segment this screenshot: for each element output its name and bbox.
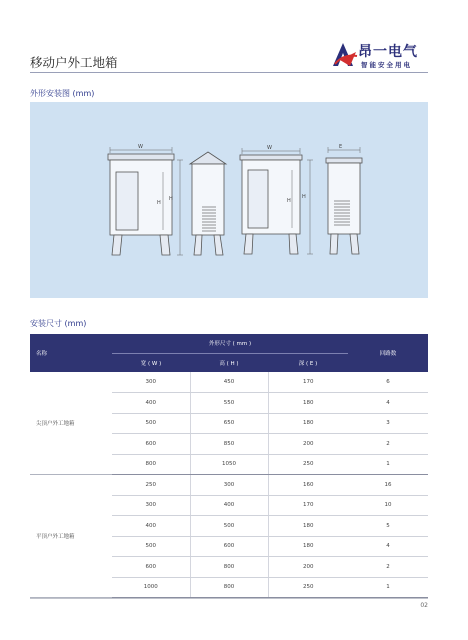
cell-circuits: 6 [348,372,428,393]
peaked-cabinet-side [190,152,226,255]
cell-depth: 180 [268,413,348,434]
cell-circuits: 4 [348,536,428,557]
flat-cabinet-front [240,155,302,254]
cell-height: 850 [190,434,268,455]
label-h1-inner: H [157,200,161,206]
cell-width: 500 [112,536,190,557]
group-name: 尖顶户外工地箱 [30,372,112,475]
cell-width: 800 [112,454,190,475]
cell-width: 300 [112,495,190,516]
page-title: 移动户外工地箱 [30,55,118,70]
label-e: E [339,144,343,150]
table-row [30,475,428,496]
header-divider [30,72,428,73]
section-title-dimensions: 安装尺寸 (mm) [30,319,87,328]
header-height: 高 ( H ) [190,353,268,372]
cell-height: 550 [190,393,268,414]
cell-height: 400 [190,495,268,516]
cell-depth: 250 [268,577,348,598]
header-width: 宽 ( W ) [112,353,190,372]
label-h2-outer: H [302,194,306,200]
header-name: 名称 [30,334,112,372]
flat-cabinet-side [326,158,362,254]
cell-height: 500 [190,516,268,537]
logo-name: 昂一电气 [358,44,418,60]
cabinet-outline-drawing [30,102,428,298]
cell-height: 800 [190,557,268,578]
header-outline-size: 外形尺寸 ( mm ) [112,334,348,353]
cell-depth: 180 [268,536,348,557]
cell-circuits: 5 [348,516,428,537]
footer-divider [30,598,428,599]
cell-depth: 180 [268,393,348,414]
header-depth: 深 ( E ) [268,353,348,372]
cell-width: 400 [112,393,190,414]
cell-depth: 250 [268,454,348,475]
logo-tagline: 智能安全用电 [361,61,412,69]
section-title-outline: 外形安装图 (mm) [30,89,95,98]
header-circuits: 回路数 [348,334,428,372]
cell-width: 250 [112,475,190,496]
cell-width: 600 [112,557,190,578]
peaked-cabinet-front [108,154,174,255]
cell-width: 600 [112,434,190,455]
cell-height: 800 [190,577,268,598]
cell-circuits: 4 [348,393,428,414]
cell-circuits: 1 [348,577,428,598]
cell-circuits: 3 [348,413,428,434]
cell-depth: 200 [268,557,348,578]
cell-circuits: 16 [348,475,428,496]
cell-width: 1000 [112,577,190,598]
cell-width: 500 [112,413,190,434]
outline-drawing-panel [30,102,428,298]
page-number: 02 [420,602,428,609]
cell-height: 650 [190,413,268,434]
cell-circuits: 2 [348,434,428,455]
company-logo [330,40,440,70]
cell-circuits: 2 [348,557,428,578]
cell-circuits: 10 [348,495,428,516]
cell-height: 450 [190,372,268,393]
group-name: 平顶户外工地箱 [30,475,112,598]
label-h1-outer: H [169,196,173,202]
cell-depth: 170 [268,495,348,516]
cell-circuits: 1 [348,454,428,475]
cell-height: 600 [190,536,268,557]
label-w1: W [138,144,143,150]
cell-height: 300 [190,475,268,496]
cell-depth: 160 [268,475,348,496]
cell-height: 1050 [190,454,268,475]
label-h2-inner: H [287,198,291,204]
cell-depth: 200 [268,434,348,455]
label-w2: W [267,145,272,151]
cell-width: 300 [112,372,190,393]
cell-depth: 170 [268,372,348,393]
cell-width: 400 [112,516,190,537]
dimension-table [30,334,428,598]
logo-mark-icon [330,40,360,70]
table-row [30,372,428,393]
cell-depth: 180 [268,516,348,537]
